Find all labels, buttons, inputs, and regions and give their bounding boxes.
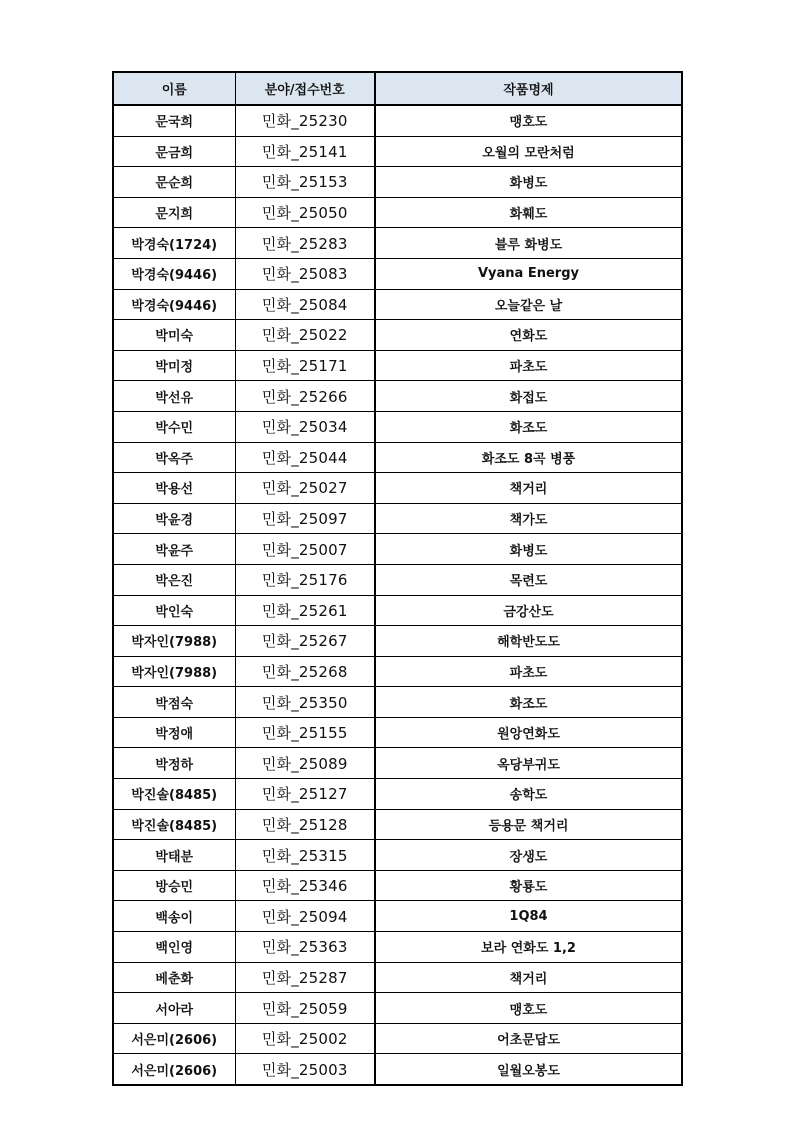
table-row [113,258,682,289]
cell-code: 민화_25268 [235,656,375,687]
table-row [113,840,682,871]
table-row [113,656,682,687]
table-row [113,411,682,442]
table-row [113,197,682,228]
header-row [113,72,682,105]
table-row [113,595,682,626]
cell-name: 박미정 [113,350,235,381]
cell-title: 황룡도 [375,870,682,901]
cell-name: 박용선 [113,473,235,504]
cell-name: 문순희 [113,167,235,198]
cell-name: 문금희 [113,136,235,167]
cell-title: 연화도 [375,320,682,351]
table-row [113,320,682,351]
cell-code: 민화_25050 [235,197,375,228]
cell-title: Vyana Energy [375,258,682,289]
cell-code: 민화_25283 [235,228,375,259]
cell-name: 박진솔(8485) [113,779,235,810]
cell-code: 민화_25363 [235,932,375,963]
cell-code: 민화_25084 [235,289,375,320]
cell-name: 박자인(7988) [113,656,235,687]
cell-title: 보라 연화도 1,2 [375,932,682,963]
cell-name: 서은미(2606) [113,1054,235,1085]
cell-code: 민화_25097 [235,503,375,534]
table-row [113,687,682,718]
table-row [113,748,682,779]
table-row [113,717,682,748]
cell-name: 박미숙 [113,320,235,351]
table-row [113,809,682,840]
cell-code: 민화_25350 [235,687,375,718]
cell-name: 박경숙(1724) [113,228,235,259]
cell-code: 민화_25261 [235,595,375,626]
cell-name: 박은진 [113,564,235,595]
cell-title: 장생도 [375,840,682,871]
cell-title: 화조도 [375,411,682,442]
table-row [113,136,682,167]
cell-title: 송학도 [375,779,682,810]
table-row [113,350,682,381]
cell-code: 민화_25003 [235,1054,375,1085]
cell-title: 화병도 [375,167,682,198]
cell-title: 해학반도도 [375,626,682,657]
cell-name: 백인영 [113,932,235,963]
cell-code: 민화_25176 [235,564,375,595]
cell-code: 민화_25007 [235,534,375,565]
cell-code: 민화_25315 [235,840,375,871]
table-row [113,534,682,565]
table-row [113,503,682,534]
cell-code: 민화_25027 [235,473,375,504]
table-row [113,228,682,259]
cell-name: 박정애 [113,717,235,748]
table-row [113,564,682,595]
cell-title: 책거리 [375,962,682,993]
table-row [113,105,682,136]
cell-name: 박태분 [113,840,235,871]
table-row [113,473,682,504]
cell-code: 민화_25171 [235,350,375,381]
cell-title: 화조도 8곡 병풍 [375,442,682,473]
cell-code: 민화_25089 [235,748,375,779]
cell-name: 박자인(7988) [113,626,235,657]
cell-code: 민화_25022 [235,320,375,351]
cell-code: 민화_25094 [235,901,375,932]
cell-code: 민화_25141 [235,136,375,167]
cell-title: 오늘같은 날 [375,289,682,320]
cell-title: 책거리 [375,473,682,504]
table-row [113,901,682,932]
cell-title: 화병도 [375,534,682,565]
cell-name: 박윤경 [113,503,235,534]
cell-name: 박점숙 [113,687,235,718]
cell-name: 박옥주 [113,442,235,473]
cell-name: 방승민 [113,870,235,901]
cell-title: 오월의 모란처럼 [375,136,682,167]
cell-name: 박윤주 [113,534,235,565]
cell-name: 박경숙(9446) [113,289,235,320]
cell-name: 문국희 [113,105,235,136]
table-row [113,870,682,901]
cell-title: 옥당부귀도 [375,748,682,779]
cell-title: 화훼도 [375,197,682,228]
cell-title: 블루 화병도 [375,228,682,259]
table-row [113,381,682,412]
cell-title: 화조도 [375,687,682,718]
cell-name: 백송이 [113,901,235,932]
header-title: 작품명제 [375,72,682,105]
cell-code: 민화_25287 [235,962,375,993]
table-row [113,962,682,993]
cell-title: 일월오봉도 [375,1054,682,1085]
cell-code: 민화_25128 [235,809,375,840]
cell-code: 민화_25002 [235,1023,375,1054]
cell-title: 파초도 [375,656,682,687]
header-name: 이름 [113,72,235,105]
table-row [113,932,682,963]
cell-code: 민화_25267 [235,626,375,657]
cell-code: 민화_25266 [235,381,375,412]
cell-title: 책가도 [375,503,682,534]
cell-title: 원앙연화도 [375,717,682,748]
cell-code: 민화_25083 [235,258,375,289]
cell-title: 화접도 [375,381,682,412]
cell-code: 민화_25230 [235,105,375,136]
header-code: 분야/접수번호 [235,72,375,105]
cell-code: 민화_25346 [235,870,375,901]
cell-code: 민화_25127 [235,779,375,810]
cell-title: 1Q84 [375,901,682,932]
table-row [113,1023,682,1054]
table-row [113,993,682,1024]
table-row [113,626,682,657]
cell-title: 등용문 책거리 [375,809,682,840]
cell-name: 박정하 [113,748,235,779]
cell-name: 문지희 [113,197,235,228]
cell-name: 박선유 [113,381,235,412]
cell-title: 파초도 [375,350,682,381]
table-row [113,289,682,320]
table-row [113,779,682,810]
table-row [113,442,682,473]
cell-name: 박진솔(8485) [113,809,235,840]
entries-table [112,71,683,1086]
cell-title: 맹호도 [375,993,682,1024]
cell-title: 맹호도 [375,105,682,136]
cell-code: 민화_25044 [235,442,375,473]
cell-title: 금강산도 [375,595,682,626]
table-row [113,1054,682,1085]
cell-name: 베춘화 [113,962,235,993]
cell-code: 민화_25059 [235,993,375,1024]
cell-code: 민화_25034 [235,411,375,442]
cell-title: 목련도 [375,564,682,595]
table-row [113,167,682,198]
cell-name: 서아라 [113,993,235,1024]
cell-name: 서은미(2606) [113,1023,235,1054]
cell-name: 박수민 [113,411,235,442]
cell-name: 박경숙(9446) [113,258,235,289]
cell-title: 어초문답도 [375,1023,682,1054]
cell-code: 민화_25153 [235,167,375,198]
cell-name: 박인숙 [113,595,235,626]
cell-code: 민화_25155 [235,717,375,748]
